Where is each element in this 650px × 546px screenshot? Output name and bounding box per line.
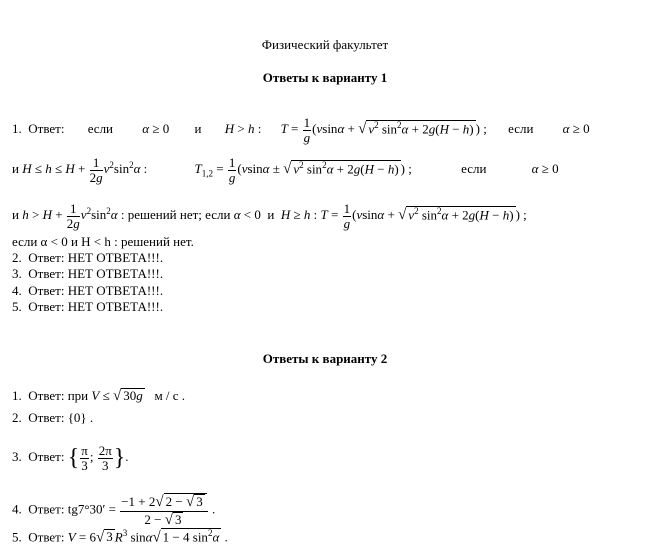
v1-answer2: 2. Ответ: НЕТ ОТВЕТА!!!. bbox=[12, 250, 164, 265]
fraction: $\frac{1}{g}$ bbox=[303, 115, 311, 145]
v1-answer1-line4: если α < 0 и H < h : решений нет. bbox=[12, 234, 194, 249]
v2-answer4: 4. Ответ: tg7°30′ = $\frac{-1 + 2√ 2 - √ 3}{2 - √ 3}$ . bbox=[12, 494, 216, 528]
variant2-title: Ответы к варианту 2 bbox=[262, 351, 388, 366]
v1-answer4: 4. Ответ: НЕТ ОТВЕТА!!!. bbox=[12, 283, 164, 298]
variant1-title: Ответы к варианту 1 bbox=[262, 70, 388, 85]
answer-label: Ответ: bbox=[28, 121, 65, 137]
v2-answer2: 2. Ответ: {0} . bbox=[12, 410, 94, 425]
v1-answer1-line3: и h > H + $\frac{1}{2g}$ $v^2\sin^2\alpha$ : решений нет; если α < 0 и H ≥ h : T = $\frac{1}{g}$ (vsinα + √ $v^2$ $\sin^2\alpha + 2g(H - h)$ ) ; bbox=[12, 201, 527, 231]
v2-answer5: 5. Ответ: V = 6√ 3 $R^3$ sinα√ 1 − 4 $\sin^2\alpha$ . bbox=[12, 528, 228, 546]
v1-answer1-line2: и H ≤ h ≤ H + $\frac{1}{2g}$ $v^2\sin^2\alpha$ : $T_{1,2}$ = $\frac{1}{g}$ (vsinα ± √ $v^2$ $\sin^2\alpha + 2g(H - h)$ ) ; если α ≥ 0 bbox=[12, 155, 559, 185]
v1-answer1-line1: 1. Ответ: если α ≥ 0 и H > h : T = $\frac{1}{g}$ (vsinα + √ $v^2$ $\sin^2\alpha + 2g(H - h)$ ) ; если α ≥ 0 bbox=[12, 115, 590, 145]
faculty-title: Физический факультет bbox=[261, 37, 389, 52]
v1-answer3: 3. Ответ: НЕТ ОТВЕТА!!!. bbox=[12, 266, 164, 281]
v2-answer1: 1. Ответ: при V ≤ √ 30g м / с . bbox=[12, 388, 186, 404]
item-number: 1. bbox=[12, 121, 22, 137]
v2-answer3: 3. Ответ: { $\frac{\pi}{3}$ ; $\frac{2\pi}{3}$ }. bbox=[12, 443, 129, 473]
v1-answer5: 5. Ответ: НЕТ ОТВЕТА!!!. bbox=[12, 299, 164, 314]
